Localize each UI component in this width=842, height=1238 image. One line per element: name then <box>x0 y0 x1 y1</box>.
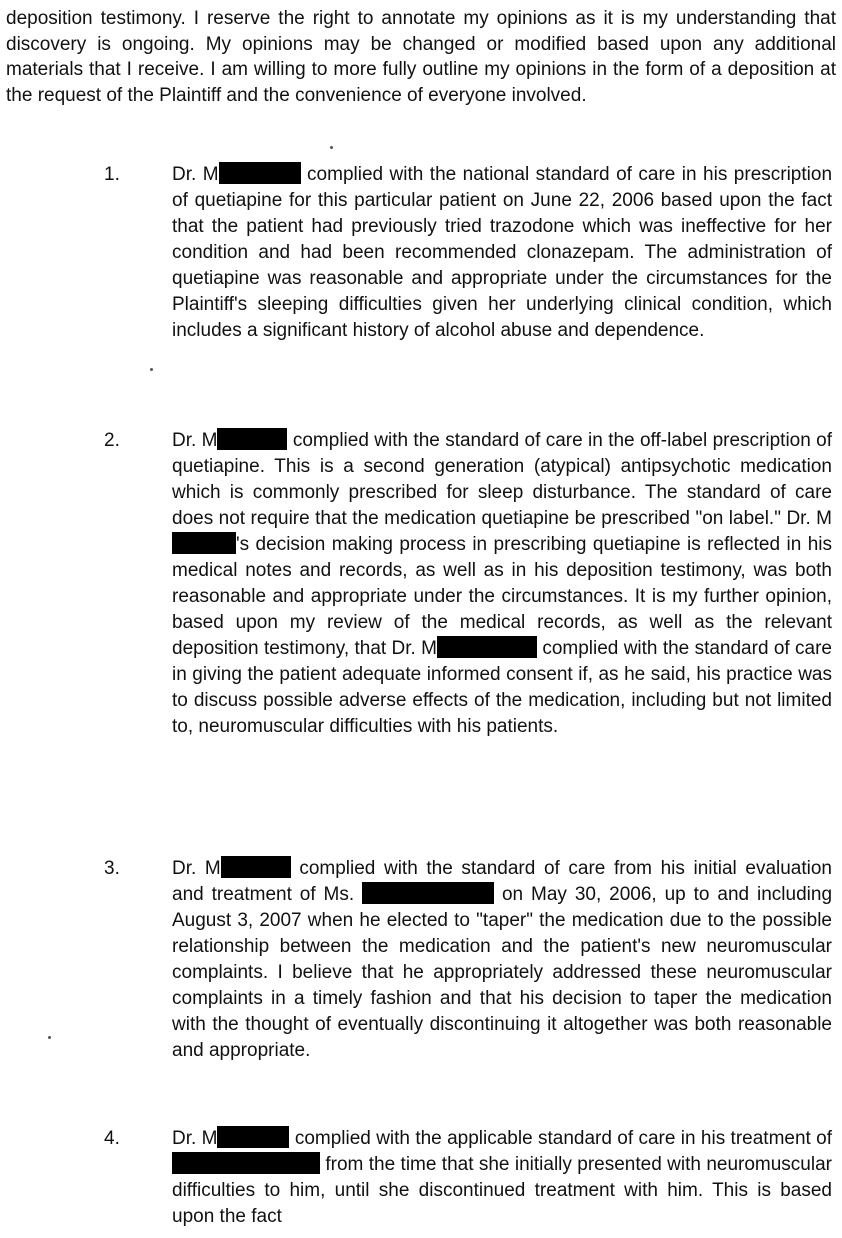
item-number: 2. <box>104 430 120 451</box>
item-text: from the time that she initially presented with neuromuscular difficulties to him, until she discontinued treatment with him. This is based upon the fact <box>172 1154 832 1227</box>
intro-paragraph: deposition testimony. I reserve the right to annotate my opinions as it is my understanding that discovery is ongoing. My opinions may be changed or modified based upon any additional materials that I receive. I am willing to more fully outline my opinions in the form of a deposition at the request of the Plaintiff and the convenience of everyone involved. <box>6 8 836 106</box>
item-body <box>172 856 832 1064</box>
scan-speck <box>330 146 333 149</box>
redaction-bar <box>437 636 537 658</box>
item-text: complied with the national standard of care in his prescription of quetiapine for this particular patient on June 22, 2006 based upon the fact that the patient had previously tried trazodone which was ineffective for her condition and had been recommended clonazepam. The administration of quetiapine was reasonable and appropriate under the circumstances for the Plaintiff's sleeping difficulties given her underlying clinical condition, which includes a significant history of alcohol abuse and dependence. <box>172 164 833 341</box>
item-text: complied with the standard of care in the off-label prescription of quetiapine. This is a second generation (atypical) antipsychotic medication which is commonly prescribed for sleep disturbance. The standard of care does not require that the medication quetiapine be prescribed "on label." <box>172 430 833 529</box>
redaction-bar <box>217 428 287 450</box>
redaction-bar <box>217 1126 289 1148</box>
redaction-bar <box>362 882 494 904</box>
item-text: on May 30, 2006, up to and including August 3, 2007 when he elected to "taper" the medication due to the possible relationship between the medication and the patient's new neuromuscular complaints. I believe that he appropriately addressed these neuromuscular complaints in a timely fashion and that his decision to taper the medication with the thought of eventually discontinuing it altogether was both reasonable and appropriate. <box>172 884 833 1061</box>
redaction-bar <box>221 856 291 878</box>
redaction-bar <box>172 532 236 554</box>
item-lead: Dr. M <box>786 508 833 529</box>
scan-speck <box>150 368 153 371</box>
item-lead: Dr. M <box>172 1128 218 1149</box>
item-number: 3. <box>104 858 120 879</box>
item-lead: Dr. M <box>172 430 218 451</box>
item-body <box>172 1126 832 1230</box>
item-number: 1. <box>104 164 120 185</box>
item-text: complied with the applicable standard of care in his treatment of <box>294 1128 832 1149</box>
item-lead: Dr. M <box>172 858 221 879</box>
redaction-bar <box>219 162 301 184</box>
item-text: complied with the standard of care in giving the patient adequate informed consent if, as he said, his practice was to discuss possible adverse effects of the medication, including but not limited to, neuromuscular difficulties with his patients. <box>172 638 832 737</box>
scan-speck <box>48 1036 51 1039</box>
item-number: 4. <box>104 1128 120 1149</box>
item-body <box>172 162 832 344</box>
item-body <box>172 428 832 740</box>
item-text: 's decision making process in prescribing quetiapine is reflected in his medical notes and records, as well as in his deposition testimony, was both reasonable and appropriate under the circumstances. It is my further opinion, based upon my review of the medical records, as well as the relevant deposition testimony, that Dr. M <box>172 534 832 659</box>
item-text: complied with the standard of care from his initial evaluation and treatment of Ms. <box>172 858 832 905</box>
item-lead: Dr. M <box>172 164 219 185</box>
redaction-bar <box>172 1152 320 1174</box>
